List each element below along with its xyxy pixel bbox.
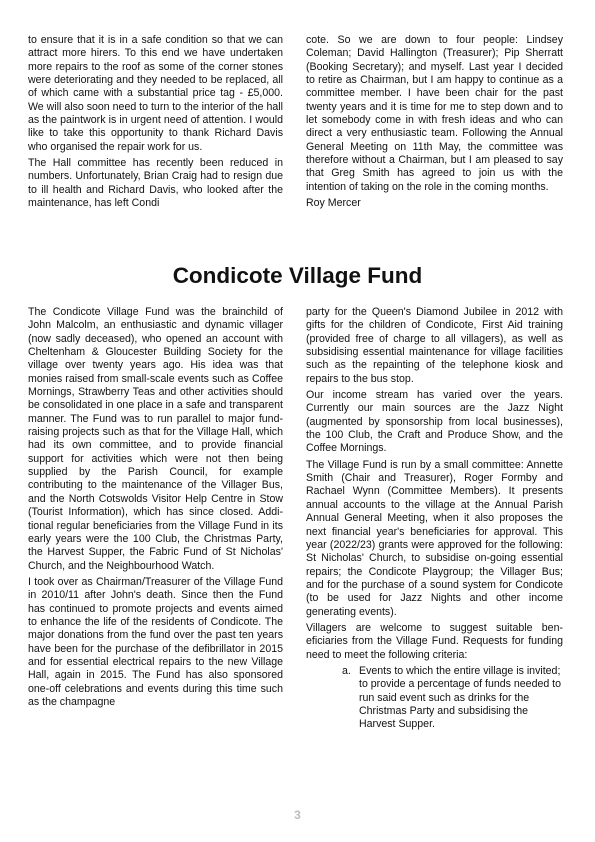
fund-committee-paragraph: The Village Fund is run by a small committee: Annette Smith (Chair and Treasurer), Roger Formby and Rachael Wynn (Committee Members). It presents annual accounts to the village at the Annual Parish Annual General Meeting, when it also proposes the next financial year's beneficiaries for approval. This year (2022/23) grants were approved for the following: St Nicholas' Church, to subsidise on-going essential repairs; the Condicote Playgroup; the Villager Bus; and for the purchase of a sound system for Condicote (to be used for Jazz Nights and other income generating events).: [306, 458, 563, 618]
fund-income-paragraph: Our income stream has varied over the years. Currently our main sources are the Jazz Night (augmented by sponsorship from local businesses), the 100 Club, the Craft and Produce Show, and the Coffee Mornings.: [306, 389, 563, 455]
criteria-marker: a.: [342, 664, 351, 677]
hall-article-right-column: [306, 34, 563, 213]
criteria-list: [306, 665, 563, 732]
author-signature: Roy Mercer: [306, 197, 361, 210]
hall-article-left-column: [28, 34, 283, 213]
fund-chairman-paragraph-start: I took over as Chairman/Treasurer of the Village Fund in 2010/11 after John's death. Since then the Fund has continued to promote projects and events aimed to enhance the life of the residents of Condicote. The major donations from the fund over the past ten years have been for the purchase of the defibrillator in 2015 and for essential electrical repairs to the new Village Hall, again in 2015. The Fund has also sponsored one-off celebrations and events during this time such as the champagne: [28, 575, 283, 708]
hall-committee-paragraph-start: The Hall committee has recently been reduced in numbers. Unfortunately, Brian Craig had to resign due to ill health and Richard Davis, who looked after the maintenance, has left Condi: [28, 157, 283, 210]
page-number: 3: [294, 808, 301, 822]
hall-repairs-paragraph: to ensure that it is in a safe condition so that we can attract more hirers. To this end we have undertaken more repairs to the roof as some of the corner stones were deteriorating and they needed to be replaced, all of which came with a substantial price tag - £5,000. We will also soon need to turn to the interior of the hall as the paintwork is in urgent need of attention. I would like to take this opportunity to thank Richard Davis who organised the repair work for us.: [28, 34, 283, 153]
criteria-item: [342, 665, 563, 732]
fund-article-right-column: [306, 306, 563, 732]
hall-committee-paragraph-continued: cote. So we are down to four people: Lindsey Coleman; David Hallington (Treasurer); Pip Sherratt (Booking Secretary); and myself. Last year I decided to retire as Chairman, but I am happy to continue as a committee member. I have been chair for the past twenty years and it is time for me to step down and to let somebody come in with fresh ideas and who can direct a very enthusiastic team. Following the Annual General Meeting on 11th May, the committee was therefore without a Chairman, but I am pleased to say that Greg Smith has agreed to join us with the intention of taking on the role in the coming months.: [306, 34, 563, 193]
criteria-text: Events to which the entire village is invited; to provide a percentage of funds needed to run said event such as drinks for the Christmas Party and subsidising the Harvest Supper.: [359, 664, 562, 731]
fund-history-paragraph: The Condicote Village Fund was the brainchild of John Malcolm, an enthusiastic and dynamic villager (now sadly deceased), who opened an account with Cheltenham & Gloucester Building Society for the village over twenty years ago. His idea was that monies raised from small-scale events such as Coffee Mornings, Strawberry Teas and other activities should be consolidated in one place in a safe and transparent manner. The Fund was to run parallel to major fund-raising projects such as that for the Village Hall, which had its own committee, and to provide financial support for activities which were not then being supplied by the Parish Council, for example contributing to the maintenance of the Villager Bus, and the North Cotswolds Visitor Help Centre in Stow (Tourist Information), which has since closed. Additional regular beneficiaries from the Village Fund in its early years were the 100 Club, the Christmas Party, the Harvest Supper, the Fabric Fund of St Nicholas' Church, and the Neighbourhood Watch.: [28, 306, 283, 572]
fund-article-left-column: [28, 306, 283, 712]
fund-chairman-paragraph-continued: party for the Queen's Diamond Jubilee in 2012 with gifts for the children of Condicote, First Aid training (provided free of charge to all villagers), as well as subsidising essential maintenance for village facilities such as the repainting of the telephone kiosk and repairs to the bus stop.: [306, 306, 563, 385]
section-title: Condicote Village Fund: [172, 263, 423, 288]
fund-requests-paragraph: Villagers are welcome to suggest suitable beneficiaries from the Village Fund. Requests for funding need to meet the following criteria:: [306, 621, 563, 661]
